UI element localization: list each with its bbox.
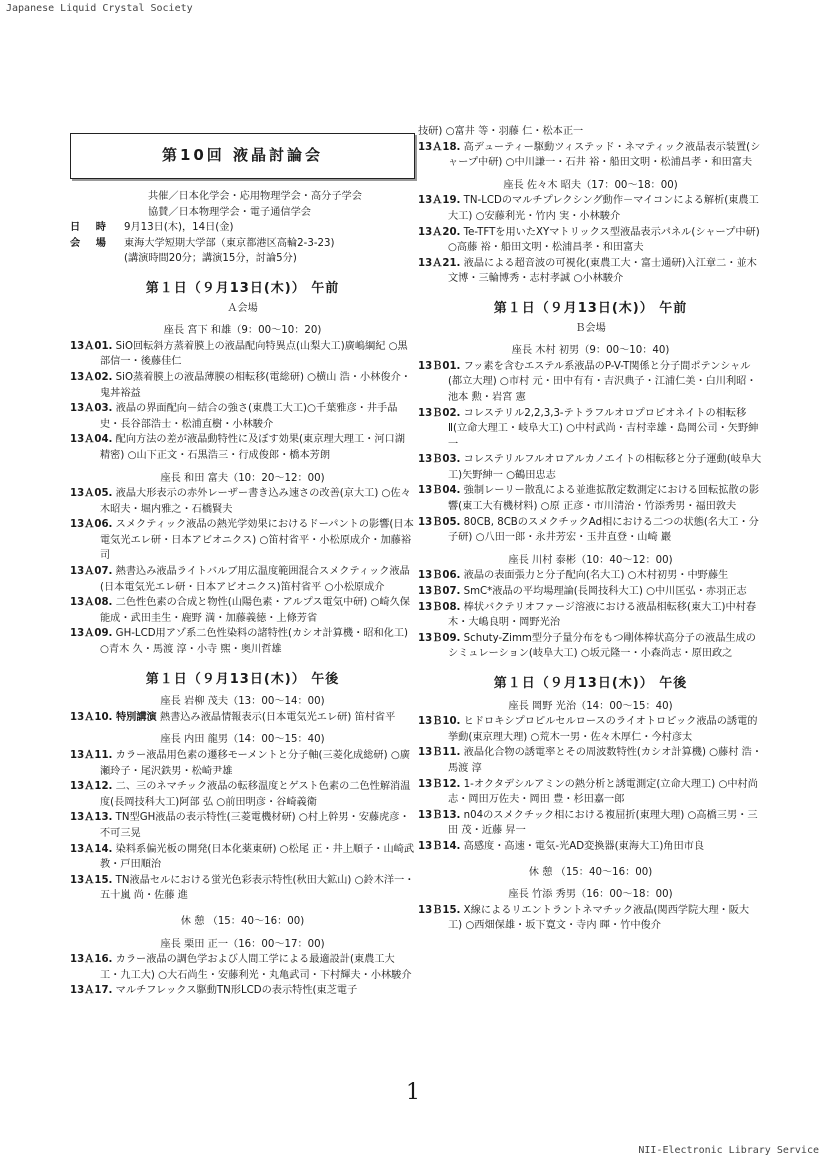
- program-entry: [70, 983, 415, 999]
- program-entry: [70, 517, 415, 564]
- entry-code: 13Ａ07.: [70, 566, 113, 578]
- entry-code: 13Ａ05.: [70, 488, 113, 500]
- program-entry: [418, 124, 763, 140]
- entry-text: Te-TFTを用いたXYマトリックス型液晶表示パネル(シャープ中研) ○高藤 裕・船田文明・松浦昌孝・和田富夫: [448, 226, 760, 254]
- entry-code: 13Ａ14.: [70, 843, 113, 855]
- entry-text: カラー液晶用色素の遷移モーメントと分子軸(三菱化成総研) ○廣瀬玲子・尾沢鉄男・松崎尹雄: [100, 750, 410, 777]
- entry-text: コレステリル2,2,3,3-テトラフルオロプロピオネイトの相転移Ⅱ(立命大理工・岐阜大工) ○中村武尚・吉村幸雄・島岡公司・矢野紳一: [448, 407, 759, 450]
- program-entry: [70, 748, 415, 779]
- entry-text: Schuty-Zimm型分子量分布をもつ剛体棒状高分子の液晶生成のシミュレーション(岐阜大工) ○坂元隆一・小森尚志・原田政之: [448, 632, 756, 660]
- date-row: [70, 220, 415, 236]
- page-header: Japanese Liquid Crystal Society: [6, 3, 193, 14]
- venue-label: 会 場: [70, 237, 112, 249]
- session-chair: 座長 佐々木 昭夫（17：00〜18：00): [503, 179, 678, 191]
- entry-code: 13Ａ04.: [70, 434, 113, 446]
- session-chair: 座長 宮下 和雄（9：00〜10：20): [163, 325, 322, 337]
- program-entry: [418, 225, 763, 256]
- entry-text: 液晶による超音波の可視化(東農工大・富士通研)入江章二・並木文博・三輪博秀・志村孝誠 ○小林駿介: [448, 257, 757, 285]
- entry-text: 熱書込み液晶情報表示(日本電気光エレ研) 笛村省平: [159, 711, 396, 723]
- program-entry: [70, 873, 415, 904]
- entry-code: 13Ａ01.: [70, 340, 113, 352]
- program-entry: [70, 401, 415, 432]
- program-entry: [70, 952, 415, 983]
- program-entry: [70, 339, 415, 370]
- program-entry: [70, 370, 415, 401]
- entry-code: 13Ａ03.: [70, 403, 113, 415]
- entry-code: 13Ｂ05.: [418, 516, 461, 528]
- entry-code: 13Ａ17.: [70, 985, 113, 997]
- entry-text: X線によるリエントラントネマチック液晶(関西学院大理・阪大工) ○西畑保雄・坂下寛文・寺内 暉・竹中俊介: [448, 904, 750, 932]
- entry-text: 高感度・高速・電気-光AD変換器(東海大工)角田市良: [463, 840, 705, 852]
- entry-text: TN-LCDのマルチプレクシング動作－マイコンによる解析(東農工大工) ○安藤利光・竹内 実・小林駿介: [448, 195, 759, 222]
- date-label: 日 時: [70, 222, 112, 234]
- date-value: 9月13日(木)，14日(金): [124, 222, 234, 234]
- right-session-a: [418, 178, 763, 287]
- session-chair: 座長 岡野 光治（14：00〜15：40): [508, 700, 673, 712]
- program-entry: [418, 745, 763, 776]
- program-entry: [418, 714, 763, 745]
- session-chair: 座長 岩柳 茂夫（13：00〜14：00): [160, 696, 325, 708]
- day-heading: 第１日（９月13日(木)） 午前: [493, 300, 688, 316]
- left-column: [70, 133, 415, 999]
- day-heading: 第１日（９月13日(木)） 午前: [145, 280, 340, 296]
- venue-value: 東海大学短期大学部（東京都港区高輪2-3-23): [124, 237, 335, 249]
- entry-code: 13Ａ12.: [70, 781, 113, 793]
- entry-code: 13Ｂ08.: [418, 601, 461, 613]
- program-entry: [70, 486, 415, 517]
- program-entry: [70, 779, 415, 810]
- entry-code: 13Ｂ15.: [418, 904, 461, 916]
- program-entry: [418, 600, 763, 631]
- entry-text: コレステリルフルオロアルカノエイトの相転移と分子運動(岐阜大工)矢野紳一 ○鶴田忠志: [448, 454, 762, 481]
- program-entry: [418, 568, 763, 584]
- entry-code: 13Ｂ14.: [418, 840, 461, 852]
- entry-text: TN型GH液晶の表示特性(三菱電機材研) ○村上幹男・安藤虎彦・不可三晃: [100, 812, 410, 839]
- entry-text: マルチフレックス駆動TN形LCDの表示特性(東芝電子: [115, 985, 358, 997]
- entry-text: カラー液晶の調色学および人間工学による最適設計(東農工大工・九工大) ○大石尚生・安藤利光・丸亀武司・下村輝夫・小林駿介: [100, 954, 412, 981]
- entry-text: GH-LCD用アゾ系二色性染料の諸特性(カシオ計算機・昭和化工) ○青木 久・馬渡 淳・小寺 煕・奥川哲雄: [100, 628, 408, 656]
- program-entry: [418, 515, 763, 546]
- entry-text: 熱書込み液晶ライトバルブ用広温度範囲混合スメクティック液晶(日本電気光エレ研・日本アビオニクス)笛村省平 ○小松原成介: [100, 566, 410, 593]
- entry-text: 液晶化合物の誘電率とその周波数特性(カシオ計算機) ○藤村 浩・馬渡 淳: [448, 747, 763, 774]
- program-entry: [418, 631, 763, 662]
- program-entry: [418, 193, 763, 224]
- sponsor-line: 協賛／日本物理学会・電子通信学会: [148, 206, 311, 218]
- program-entry: [70, 432, 415, 463]
- program-entry: [418, 584, 763, 600]
- room-label: Ｂ会場: [575, 322, 606, 334]
- session-chair: 座長 内田 龍男（14：00〜15：40): [160, 734, 325, 746]
- venue-row: [70, 236, 415, 252]
- break-label: 休 憩 （15：40〜16：00): [528, 866, 653, 878]
- entry-code: 13Ｂ12.: [418, 778, 461, 790]
- day-heading: 第１日（９月13日(木)） 午後: [493, 676, 688, 691]
- program-entry: [418, 140, 763, 171]
- entry-text: 二、三のネマチック液晶の転移温度とゲスト色素の二色性解消温度(長岡技科大工)阿部 弘 ○前田明彦・谷崎義衛: [100, 781, 411, 808]
- entry-text: 染料系偏光板の開発(日本化薬東研) ○松尾 正・井上順子・山崎武教・戸田順治: [100, 843, 415, 871]
- session-chair: 座長 栗田 正一（16：00〜17：00): [160, 938, 325, 950]
- entry-text: 液晶大形表示の赤外レーザー書き込み速さの改善(京大工) ○佐々木昭夫・堀内雅之・石橋賢夫: [100, 488, 411, 515]
- entry-text: n04のスメクチック相における複屈折(東理大理) ○高橋三男・三田 茂・近藤 昇一: [448, 809, 758, 837]
- page-footer: NII-Electronic Library Service: [638, 1145, 819, 1156]
- program-entry: [418, 483, 763, 514]
- entry-text: SiO回転斜方蒸着膜上の液晶配向特異点(山梨大工)廣嶋綱紀 ○黒部信一・後藤佳仁: [100, 340, 408, 368]
- entry-code: 13Ａ15.: [70, 874, 113, 886]
- entry-code: 13Ａ08.: [70, 597, 113, 609]
- entry-code: 13Ａ20.: [418, 226, 461, 238]
- day-heading: 第１日（９月13日(木)） 午後: [145, 671, 340, 687]
- program-entry: [70, 710, 415, 726]
- program-entry: [70, 626, 415, 657]
- entry-text: 液晶の界面配向－結合の強さ(東農工大工)○千葉雅彦・井手晶史・長谷部浩士・松浦直樹・小林駿介: [100, 403, 398, 430]
- entry-code: 13Ａ10. 特別講演: [70, 711, 157, 723]
- entry-text: TN液晶セルにおける蛍光色彩表示特性(秋田大鉱山) ○鈴木洋一・五十嵐 尚・佐藤 進: [100, 874, 415, 902]
- entry-text: 配向方法の差が液晶動特性に及ぼす効果(東京理大理工・河口湖精密) ○山下正文・石黒浩三・行成俊郎・橋本芳朗: [100, 434, 405, 461]
- entry-text: フッ素を含むエステル系液晶のP-V-T関係と分子間ポテンシャル(都立大理) ○市村 元・田中有有・吉沢典子・江浦仁美・白川利昭・池本 勲・岩宮 憲: [448, 360, 757, 403]
- program-entry: [418, 359, 763, 406]
- entry-text: 強制レーリー散乱による並進拡散定数測定における回転拡散の影響(東工大有機材料) ○原 正彦・市川清治・竹添秀男・福田敦夫: [448, 485, 760, 513]
- venue-note: (講演時間20分；講演15分，討論5分): [124, 253, 297, 265]
- entry-text: 液晶の表面張力と分子配向(名大工) ○木村初男・中野藤生: [463, 570, 729, 582]
- entry-code: 13Ｂ04.: [418, 485, 461, 497]
- break-label: 休 憩 （15：40〜16：00): [180, 915, 305, 927]
- program-entry: [418, 903, 763, 934]
- entry-code: 13Ａ19.: [418, 195, 461, 207]
- program-entry: [70, 842, 415, 873]
- session-chair: 座長 木村 初男（9：00〜10：40): [511, 345, 670, 357]
- organizer-line: 共催／日本化学会・応用物理学会・高分子学会: [148, 191, 362, 202]
- entry-code: 13Ｂ03.: [418, 454, 461, 466]
- entry-code: 13Ａ09.: [70, 628, 113, 640]
- program-entry: [70, 595, 415, 626]
- entry-code: 13Ｂ07.: [418, 586, 461, 598]
- entry-code: 13Ａ02.: [70, 371, 113, 383]
- session-chair: 座長 和田 富夫（10：20〜12：00): [160, 472, 325, 484]
- entry-code: 13Ａ21.: [418, 257, 461, 269]
- right-program: [418, 301, 763, 934]
- entry-code: 13Ａ16.: [70, 954, 113, 966]
- entry-code: 13Ｂ10.: [418, 716, 461, 728]
- entry-text: SmC*液晶の平均場理論(長岡技科大工) ○中川匡弘・赤羽正志: [463, 586, 747, 598]
- entry-text: 80CB, 8CBのスメクチックAd相における二つの状態(名大工・分子研) ○八田一郎・永井芳宏・玉井直登・山崎 巖: [448, 516, 759, 544]
- program-entry: [70, 810, 415, 841]
- session-chair: 座長 竹添 秀男（16：00〜18：00): [508, 889, 673, 901]
- program-entry: [418, 839, 763, 855]
- entry-text: 高デューティー駆動ツィステッド・ネマティック液晶表示装置(シャープ中研) ○中川謙一・石井 裕・船田文明・松浦昌孝・和田富夫: [448, 141, 761, 169]
- page-number: 1: [406, 1080, 420, 1105]
- entry-code: 13Ｂ02.: [418, 407, 461, 419]
- entry-code: 13Ｂ09.: [418, 632, 461, 644]
- right-continued-entries: [418, 124, 763, 171]
- program-entry: [418, 256, 763, 287]
- program-entry: [70, 564, 415, 595]
- right-column: [418, 124, 763, 934]
- entry-text: スメクティック液晶の熱光学効果におけるドーパントの影響(日本電気光エレ研・日本アビオニクス) ○笛村省平・小松原成介・加藤裕司: [100, 519, 414, 562]
- entry-text: 棒状バクテリオファージ溶液における液晶相転移(東大工)中村春木・大嶋良明・岡野光治: [448, 601, 757, 629]
- entry-text: 二色性色素の合成と物性(山陽色素・アルプス電気中研) ○崎久保能成・武田圭生・鹿野 満・加藤義徳・上條芳省: [100, 597, 410, 624]
- entry-code: 13Ａ13.: [70, 812, 113, 824]
- entry-text: 1-オクタデシルアミンの熱分析と誘電測定(立命大理工) ○中村尚志・岡田万佐夫・岡田 豊・杉田嘉一郎: [448, 778, 758, 806]
- entry-text: ヒドロキシプロピルセルロースのライオトロピック液晶の誘電的挙動(東京理大理) ○荒木一男・佐々木厚仁・今村彦太: [448, 716, 758, 743]
- left-program: [70, 281, 415, 999]
- entry-code: 13Ｂ06.: [418, 570, 461, 582]
- entry-code: 13Ａ18.: [418, 141, 461, 153]
- program-entry: [418, 808, 763, 839]
- session-chair: 座長 川村 泰彬（10：40〜12：00): [508, 554, 673, 566]
- entry-code: 13Ｂ11.: [418, 747, 461, 759]
- room-label: Ａ会場: [227, 302, 258, 314]
- entry-code: 13Ａ06.: [70, 519, 113, 531]
- entry-code: 13Ｂ01.: [418, 360, 461, 372]
- program-entry: [418, 406, 763, 453]
- entry-text: SiO蒸着膜上の液晶薄膜の相転移(電総研) ○横山 浩・小林俊介・鬼丼裕益: [100, 371, 411, 399]
- entry-text: 技研) ○富井 等・羽藤 仁・松本正一: [418, 126, 584, 137]
- program-entry: [418, 452, 763, 483]
- entry-code: 13Ａ11.: [70, 750, 113, 761]
- program-entry: [418, 777, 763, 808]
- entry-code: 13Ｂ13.: [418, 809, 461, 821]
- page-title: 第10回 液晶討論会: [70, 133, 415, 179]
